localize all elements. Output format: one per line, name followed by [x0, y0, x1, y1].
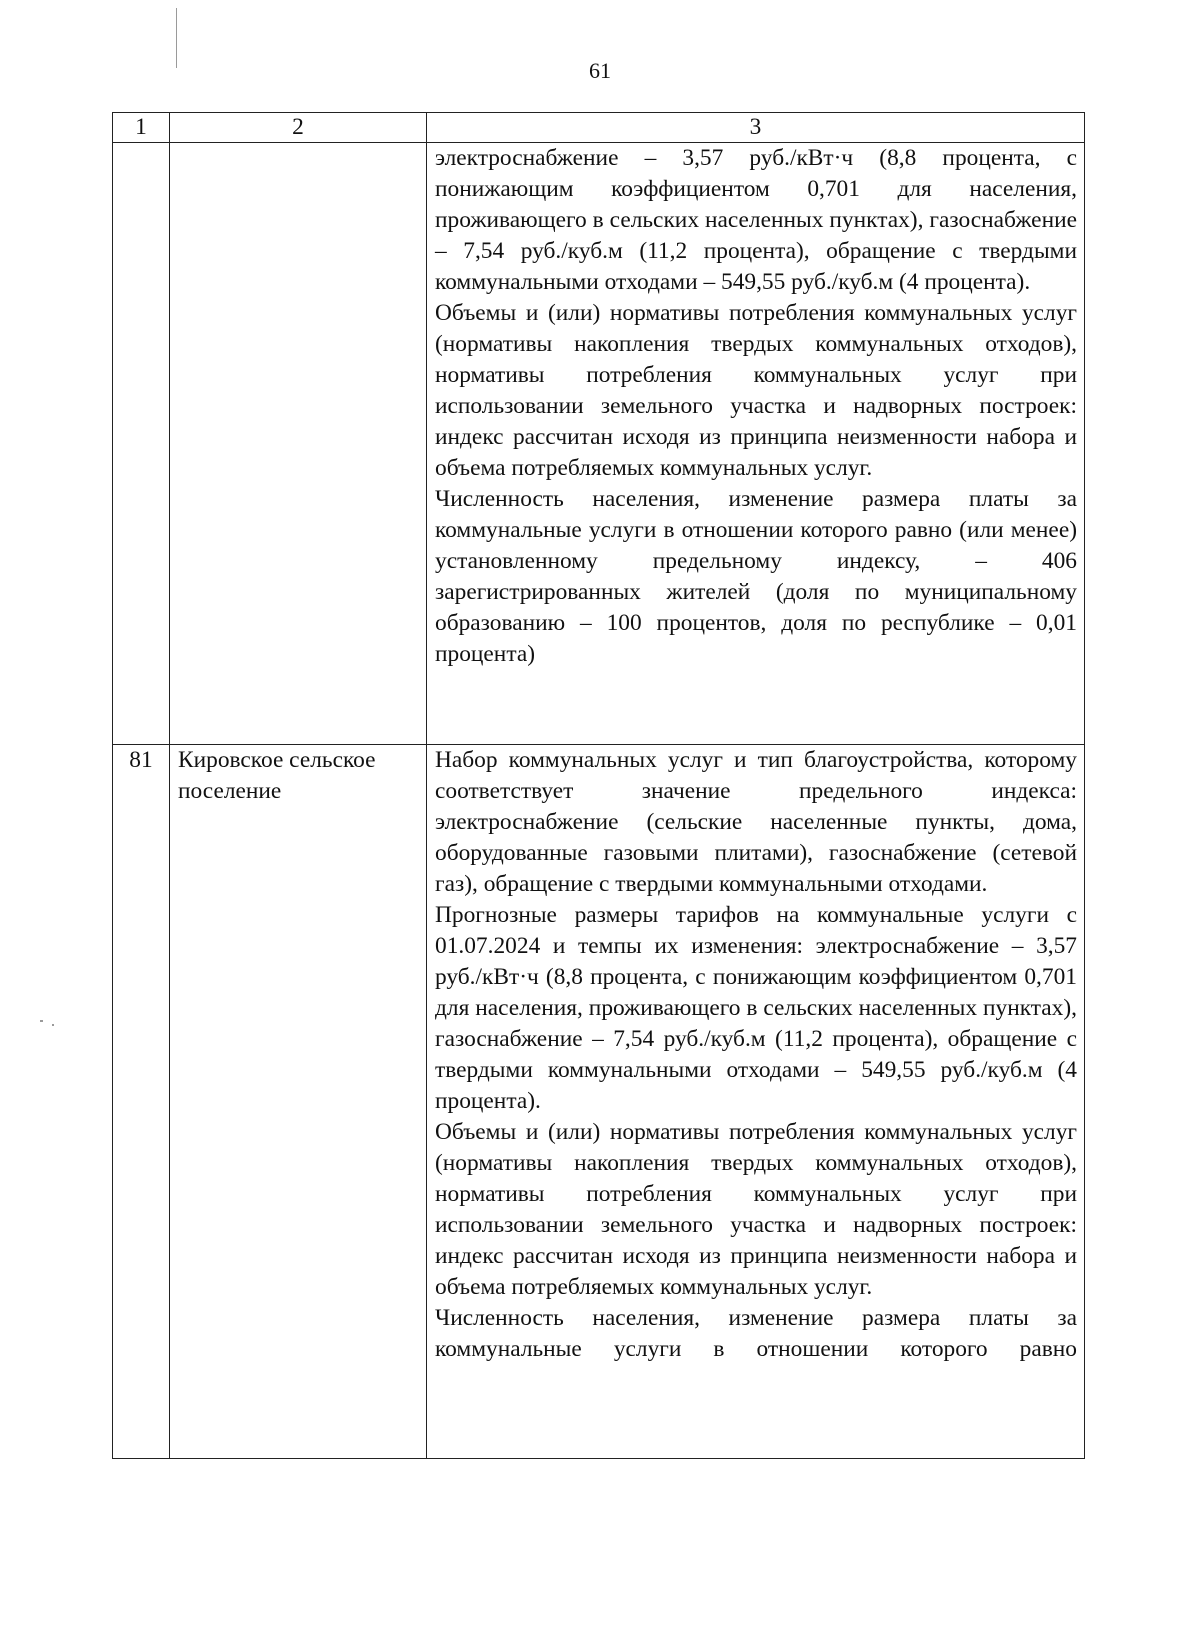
table-row: [113, 143, 1085, 745]
paragraph: Набор коммунальных услуг и тип благоустройства, которому соответствует значение предельного индекса: электроснабжение (сельские населенные пункты, дома, оборудованные газовыми плитами), газоснабжение (сетевой газ), обращение с твердыми коммунальными отходами.: [435, 747, 1077, 897]
scan-artifact-dot: [52, 1024, 54, 1026]
paragraph: Объемы и (или) нормативы потребления коммунальных услуг (нормативы накопления твердых коммунальных отходов), нормативы потребления коммунальных услуг при использовании земельного участка и надворных построек: индекс рассчитан исходя из принципа неизменности набора и объема потребляемых коммунальных услуг.: [435, 1119, 1077, 1300]
paragraph: Прогнозные размеры тарифов на коммунальные услуги с 01.07.2024 и темпы их изменения: электроснабжение – 3,57 руб./кВт·ч (8,8 процента, с понижающим коэффициентом 0,701 для населения, проживающего в сельских населенных пунктах), газоснабжение – 7,54 руб./куб.м (11,2 процента), обращение с твердыми коммунальными отходами – 549,55 руб./куб.м (4 процента).: [435, 902, 1077, 1114]
row-number-cell: 81: [113, 745, 170, 1459]
scan-artifact-dot: [40, 1020, 43, 1022]
description-cell: [427, 745, 1085, 1459]
table-header-row: [113, 113, 1085, 143]
table-row: [113, 745, 1085, 1459]
paragraph: Объемы и (или) нормативы потребления коммунальных услуг (нормативы накопления твердых коммунальных отходов), нормативы потребления коммунальных услуг при использовании земельного участка и надворных построек: индекс рассчитан исходя из принципа неизменности набора и объема потребляемых коммунальных услуг.: [435, 300, 1077, 481]
table-header-cell: 1: [113, 113, 170, 143]
municipality-name-cell: Кировское сельское поселение: [170, 745, 427, 1459]
paragraph: электроснабжение – 3,57 руб./кВт·ч (8,8 процента, с понижающим коэффициентом 0,701 для населения, проживающего в сельских населенных пунктах), газоснабжение – 7,54 руб./куб.м (11,2 процента), обращение с твердыми коммунальными отходами – 549,55 руб./куб.м (4 процента).: [435, 145, 1077, 295]
paragraph: Численность населения, изменение размера платы за коммунальные услуги в отношении которого равно (или менее) установленному предельному индексу, – 406 зарегистрированных жителей (доля по муниципальному образованию – 100 процентов, доля по республике – 0,01 процента): [435, 486, 1077, 667]
table-header-cell: 3: [427, 113, 1085, 143]
municipality-name-cell: [170, 143, 427, 745]
row-number-cell: [113, 143, 170, 745]
table-header-cell: 2: [170, 113, 427, 143]
tariff-table: [112, 112, 1085, 1459]
description-cell: [427, 143, 1085, 745]
page-number: 61: [589, 58, 611, 83]
paragraph: Численность населения, изменение размера платы за коммунальные услуги в отношении которого равно: [435, 1305, 1077, 1362]
